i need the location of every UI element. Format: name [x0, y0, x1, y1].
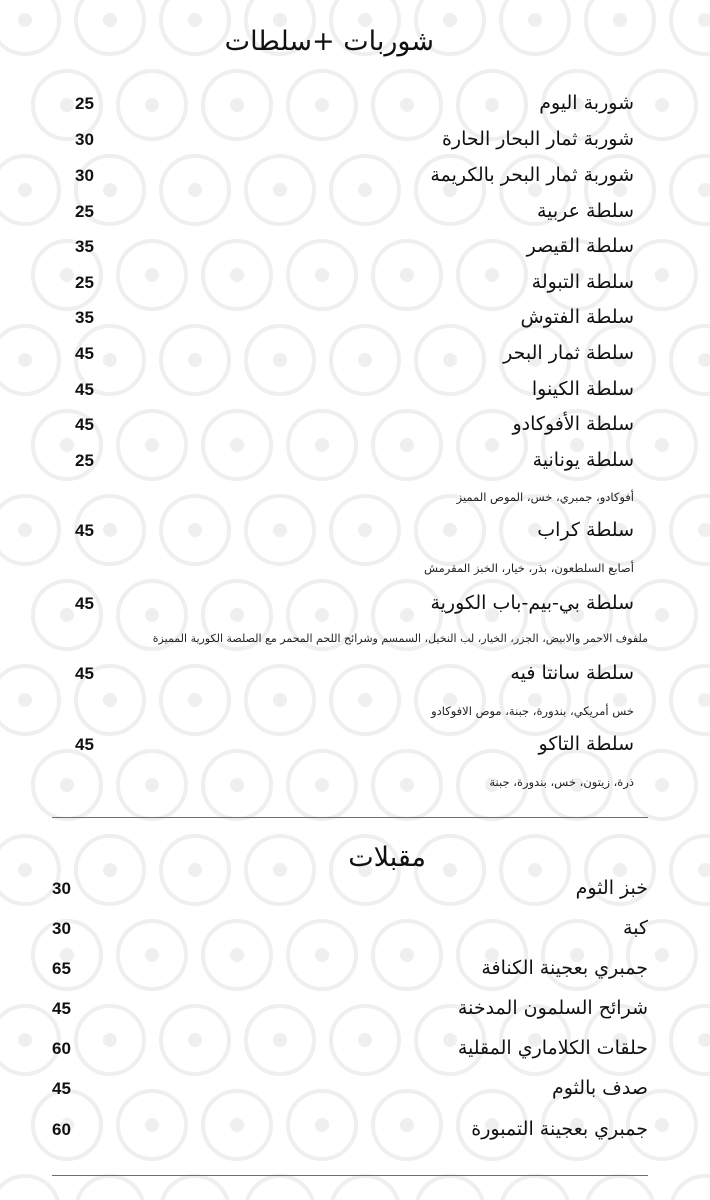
menu-item	[0, 235, 710, 265]
item-name: سلطة الفتوش	[520, 306, 634, 328]
menu-item	[0, 413, 710, 443]
item-price: 60	[52, 1039, 71, 1058]
section-divider	[52, 817, 648, 818]
menu-item	[0, 877, 710, 907]
menu-item	[0, 449, 710, 479]
menu-item	[0, 1118, 710, 1148]
item-name: سلطة التاكو	[538, 733, 634, 755]
item-price: 30	[75, 130, 94, 149]
item-name: سلطة عربية	[536, 200, 634, 222]
item-name: شرائح السلمون المدخنة	[457, 997, 648, 1019]
item-name: كبة	[623, 917, 648, 939]
item-description: أصابع السلطعون، بذر، خيار، الخبز المقرمش	[423, 561, 634, 575]
item-price: 45	[75, 594, 94, 613]
item-name: سلطة التبولة	[531, 271, 634, 293]
item-name: سلطة يونانية	[532, 449, 634, 471]
item-name: سلطة القيصر	[526, 235, 634, 257]
item-price: 45	[75, 380, 94, 399]
item-price: 65	[52, 959, 71, 978]
item-price: 45	[75, 415, 94, 434]
menu-item	[0, 306, 710, 336]
item-price: 35	[75, 308, 94, 327]
menu-item	[0, 733, 710, 763]
menu-item	[0, 378, 710, 408]
item-price: 25	[75, 451, 94, 470]
item-description: ذرة، زيتون، خس، بندورة، جبنة	[489, 775, 634, 789]
item-name: جمبري بعجينة الكنافة	[481, 957, 648, 979]
item-price: 45	[75, 344, 94, 363]
item-name: شوربة ثمار البحار الحارة	[441, 128, 634, 150]
item-description: خس أمريكي، بندورة، جبنة، موص الافوكادو	[431, 704, 634, 718]
menu-item	[0, 519, 710, 549]
menu-item	[0, 957, 710, 987]
menu-item	[0, 1037, 710, 1067]
item-price: 30	[75, 166, 94, 185]
item-name: سلطة ثمار البحر	[503, 342, 634, 364]
item-name: حلقات الكلاماري المقلية	[457, 1037, 648, 1059]
item-price: 25	[75, 202, 94, 221]
menu-item	[0, 200, 710, 230]
menu-item	[0, 997, 710, 1027]
item-name: سلطة الكينوا	[531, 378, 634, 400]
item-price: 60	[52, 1120, 71, 1139]
menu-item	[0, 592, 710, 622]
menu-item	[0, 271, 710, 301]
item-name: جمبري بعجينة التمبورة	[471, 1118, 648, 1140]
menu-item	[0, 92, 710, 122]
item-price: 35	[75, 237, 94, 256]
item-price: 45	[52, 999, 71, 1018]
item-name: سلطة بي-بيم-باب الكورية	[430, 592, 634, 614]
item-name: خبز الثوم	[575, 877, 648, 899]
item-description: ملفوف الاحمر والابيض، الجزر، الخيار، لب النخيل، السمسم وشرائح اللحم المحمر مع الصلصة الكورية المميزة	[152, 632, 648, 645]
item-name: سلطة الأفوكادو	[512, 413, 634, 435]
item-name: شوربة ثمار البحر بالكريمة	[430, 164, 634, 186]
item-price: 45	[52, 1079, 71, 1098]
menu-item	[0, 164, 710, 194]
section-divider	[52, 1175, 648, 1176]
item-price: 30	[52, 919, 71, 938]
item-name: سلطة كراب	[537, 519, 634, 541]
menu-item	[0, 917, 710, 947]
item-price: 30	[52, 879, 71, 898]
item-price: 45	[75, 521, 94, 540]
item-name: صدف بالثوم	[551, 1077, 648, 1099]
item-price: 45	[75, 735, 94, 754]
section-title-appetizers: مقبلات	[348, 842, 426, 873]
item-name: شوربة اليوم	[539, 92, 634, 114]
item-price: 25	[75, 273, 94, 292]
menu-item	[0, 1077, 710, 1107]
menu-item	[0, 342, 710, 372]
menu-item	[0, 128, 710, 158]
menu-item	[0, 662, 710, 692]
item-price: 45	[75, 664, 94, 683]
item-description: أفوكادو، جمبري، خس، الموص المميز	[456, 490, 634, 504]
section-title-soups-salads: شوربات +سلطات	[224, 26, 434, 57]
item-name: سلطة سانتا فيه	[510, 662, 634, 684]
item-price: 25	[75, 94, 94, 113]
